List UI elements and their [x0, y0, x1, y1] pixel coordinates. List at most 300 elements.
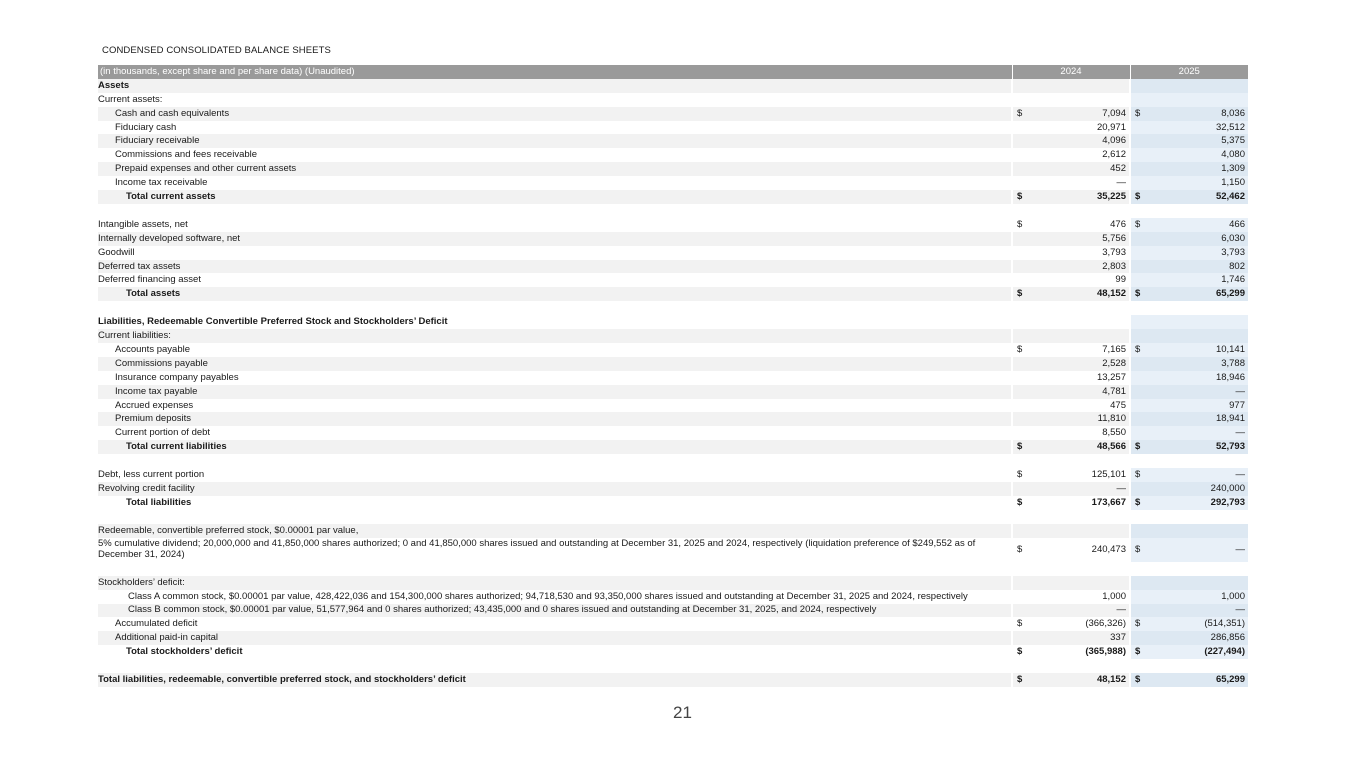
amount-value: 18,946	[1215, 371, 1245, 383]
value-cell-content	[1013, 544, 1129, 556]
amount-value: (366,326)	[1085, 618, 1126, 630]
amount-value: 8,036	[1221, 107, 1245, 119]
table-row	[98, 134, 1248, 148]
value-cell-content	[1013, 497, 1129, 509]
value-cell-2025	[1130, 218, 1248, 232]
row-label: Total current liabilities	[98, 440, 1012, 454]
currency-symbol: $	[1017, 441, 1023, 453]
amount-value: 8,550	[1102, 427, 1126, 439]
row-label: Commissions payable	[98, 357, 1012, 371]
currency-symbol: $	[1135, 469, 1141, 481]
value-cell-2025	[1130, 232, 1248, 246]
value-cell-2025	[1130, 524, 1248, 538]
table-row	[98, 176, 1248, 190]
value-cell-content	[1131, 544, 1248, 556]
value-cell-2025	[1130, 590, 1248, 604]
table-row	[98, 631, 1248, 645]
value-cell-2025	[1130, 134, 1248, 148]
amount-value: 13,257	[1096, 371, 1126, 383]
table-row	[98, 371, 1248, 385]
amount-value: 4,080	[1221, 149, 1245, 161]
table-row	[98, 482, 1248, 496]
value-cell-2025	[1130, 148, 1248, 162]
currency-symbol: $	[1017, 469, 1023, 481]
value-cell-2025	[1130, 260, 1248, 274]
value-cell-2025	[1130, 79, 1248, 93]
value-cell-content	[1131, 219, 1248, 231]
table-row	[98, 287, 1248, 301]
value-cell-content	[1013, 108, 1129, 120]
value-cell-2025	[1130, 190, 1248, 204]
value-cell-2025	[1130, 287, 1248, 301]
currency-symbol: $	[1135, 646, 1141, 658]
spacer-cell	[1130, 659, 1248, 673]
amount-value: —	[1116, 482, 1126, 494]
table-row	[98, 617, 1248, 631]
value-cell-2025	[1130, 496, 1248, 510]
value-cell-2025	[1130, 468, 1248, 482]
amount-value: 475	[1110, 399, 1126, 411]
value-cell-2025	[1130, 440, 1248, 454]
value-cell-content	[1013, 344, 1129, 356]
value-cell-2024	[1012, 412, 1130, 426]
value-cell-2024	[1012, 148, 1130, 162]
value-cell-content	[1131, 674, 1248, 686]
amount-value: 3,788	[1221, 357, 1245, 369]
table-header-row	[98, 65, 1248, 79]
row-label: Current liabilities:	[98, 329, 1012, 343]
value-cell-content	[1131, 122, 1248, 134]
row-label: Total liabilities, redeemable, convertible preferred stock, and stockholders’ deficit	[98, 673, 1012, 687]
value-cell-2025	[1130, 176, 1248, 190]
amount-value: 292,793	[1210, 496, 1245, 508]
value-cell-content	[1013, 163, 1129, 175]
value-cell-content	[1131, 591, 1248, 603]
currency-symbol: $	[1135, 674, 1141, 685]
value-cell-2024	[1012, 162, 1130, 176]
spacer-cell	[98, 510, 1012, 524]
table-row	[98, 645, 1248, 659]
value-cell-content	[1013, 122, 1129, 134]
amount-value: 1,000	[1102, 590, 1126, 602]
table-row	[98, 357, 1248, 371]
table-row	[98, 440, 1248, 454]
value-cell-2024	[1012, 134, 1130, 148]
table-row	[98, 273, 1248, 287]
currency-symbol: $	[1017, 618, 1023, 630]
value-cell-content	[1131, 483, 1248, 495]
value-cell-content	[1013, 400, 1129, 412]
amount-value: 802	[1229, 260, 1245, 272]
amount-value: (514,351)	[1204, 618, 1245, 630]
table-row	[98, 218, 1248, 232]
table-row	[98, 426, 1248, 440]
spacer-row	[98, 454, 1248, 468]
row-label: Premium deposits	[98, 412, 1012, 426]
amount-value: 173,667	[1091, 496, 1126, 508]
value-cell-content	[1013, 288, 1129, 300]
value-cell-content	[1131, 108, 1248, 120]
amount-value: —	[1235, 427, 1245, 439]
value-cell-content	[1131, 386, 1248, 398]
amount-value: 240,000	[1210, 482, 1245, 494]
value-cell-content	[1131, 247, 1248, 259]
row-label: Current assets:	[98, 93, 163, 105]
spacer-row	[98, 204, 1248, 218]
amount-value: —	[1235, 543, 1245, 555]
value-cell-2024	[1012, 645, 1130, 659]
table-row	[98, 673, 1248, 687]
value-cell-2024	[1012, 357, 1130, 371]
amount-value: 5,375	[1221, 135, 1245, 147]
value-cell-content	[1013, 261, 1129, 273]
amount-value: 52,793	[1215, 441, 1245, 453]
spacer-cell	[1012, 562, 1130, 576]
amount-value: 48,152	[1096, 288, 1126, 300]
spacer-cell	[1012, 301, 1130, 315]
amount-value: 1,000	[1221, 590, 1245, 602]
amount-value: 3,793	[1221, 246, 1245, 258]
currency-symbol: $	[1017, 674, 1023, 685]
currency-symbol: $	[1135, 190, 1141, 202]
value-cell-content	[1013, 674, 1129, 686]
value-cell-2025	[1130, 273, 1248, 287]
page-number: 21	[673, 703, 692, 722]
table-row	[98, 412, 1248, 426]
value-cell-2024	[1012, 218, 1130, 232]
value-cell-content	[1131, 646, 1248, 658]
value-cell-2024	[1012, 107, 1130, 121]
currency-symbol: $	[1017, 343, 1023, 355]
row-label: Accumulated deficit	[115, 618, 198, 630]
table-row	[98, 538, 1248, 562]
row-label: Class B common stock, $0.00001 par value, 51,577,964 and 0 shares authorized; 43,435,000 and 0 shares issued and outstanding at December 31, 2025, and 2024, respectively	[98, 604, 1012, 618]
row-label: Commissions and fees receivable	[115, 149, 258, 161]
table-row	[98, 107, 1248, 121]
row-label: Liabilities, Redeemable Convertible Preferred Stock and Stockholders’ Deficit	[98, 316, 448, 328]
row-label: Revolving credit facility	[98, 482, 1012, 496]
value-cell-content	[1131, 427, 1248, 439]
value-cell-2024	[1012, 329, 1130, 343]
row-label: Total assets	[98, 287, 1012, 301]
currency-symbol: $	[1017, 218, 1023, 230]
value-cell-content	[1013, 233, 1129, 245]
row-label: Goodwill	[98, 246, 135, 258]
value-cell-2024	[1012, 93, 1130, 107]
value-cell-2024	[1012, 440, 1130, 454]
spacer-cell	[98, 301, 1012, 315]
spacer-cell	[98, 204, 1012, 218]
spacer-cell	[98, 659, 1012, 673]
page-title: CONDENSED CONSOLIDATED BALANCE SHEETS	[102, 45, 331, 56]
table-row	[98, 246, 1248, 260]
value-cell-2024	[1012, 468, 1130, 482]
amount-value: 452	[1110, 163, 1126, 175]
value-cell-2025	[1130, 357, 1248, 371]
value-cell-2024	[1012, 496, 1130, 510]
spacer-cell	[1012, 659, 1130, 673]
table-row	[98, 399, 1248, 413]
amount-value: 476	[1110, 218, 1126, 230]
value-cell-2024	[1012, 538, 1130, 562]
amount-value: —	[1116, 177, 1126, 189]
spacer-cell	[1130, 454, 1248, 468]
amount-value: 6,030	[1221, 232, 1245, 244]
value-cell-content	[1013, 469, 1129, 481]
value-cell-2025	[1130, 121, 1248, 135]
value-cell-2024	[1012, 232, 1130, 246]
value-cell-2024	[1012, 617, 1130, 631]
value-cell-content	[1131, 358, 1248, 370]
value-cell-content	[1131, 149, 1248, 161]
value-cell-2025	[1130, 576, 1248, 590]
value-cell-content	[1131, 441, 1248, 453]
row-label: Insurance company payables	[115, 371, 239, 383]
value-cell-2025	[1130, 162, 1248, 176]
value-cell-2024	[1012, 631, 1130, 645]
value-cell-2024	[1012, 673, 1130, 687]
row-label: Intangible assets, net	[98, 218, 188, 230]
row-label: Income tax receivable	[115, 177, 208, 189]
value-cell-2025	[1130, 93, 1248, 107]
amount-value: 466	[1229, 218, 1245, 230]
value-cell-2024	[1012, 287, 1130, 301]
amount-value: 977	[1229, 399, 1245, 411]
value-cell-2024	[1012, 482, 1130, 496]
currency-symbol: $	[1017, 646, 1023, 658]
spacer-cell	[1130, 204, 1248, 218]
amount-value: 11,810	[1097, 413, 1126, 425]
spacer-cell	[1130, 510, 1248, 524]
value-cell-content	[1013, 646, 1129, 658]
amount-value: 18,941	[1215, 413, 1245, 425]
value-cell-content	[1013, 219, 1129, 231]
value-cell-2024	[1012, 524, 1130, 538]
table-row	[98, 190, 1248, 204]
balance-sheet-table	[98, 65, 1248, 687]
spacer-row	[98, 659, 1248, 673]
value-cell-2024	[1012, 385, 1130, 399]
table-row	[98, 468, 1248, 482]
value-cell-2024	[1012, 121, 1130, 135]
amount-value: 5,756	[1102, 232, 1126, 244]
spacer-cell	[1130, 301, 1248, 315]
row-label: Income tax payable	[98, 385, 1012, 399]
currency-symbol: $	[1017, 190, 1023, 202]
value-cell-content	[1131, 632, 1248, 644]
amount-value: 286,856	[1210, 632, 1245, 644]
row-label: Accounts payable	[115, 343, 190, 355]
amount-value: (227,494)	[1204, 646, 1245, 658]
value-cell-2025	[1130, 385, 1248, 399]
value-cell-2025	[1130, 645, 1248, 659]
header-year-2024: 2024	[1012, 65, 1130, 79]
value-cell-content	[1131, 344, 1248, 356]
row-label: Fiduciary cash	[115, 121, 177, 133]
row-label: Additional paid-in capital	[98, 631, 1012, 645]
table-row	[98, 604, 1248, 618]
amount-value: 337	[1110, 632, 1126, 644]
value-cell-content	[1131, 618, 1248, 630]
currency-symbol: $	[1135, 218, 1141, 230]
amount-value: 2,612	[1102, 149, 1126, 161]
amount-value: 2,528	[1102, 357, 1126, 369]
amount-value: 65,299	[1215, 288, 1245, 300]
row-label: 5% cumulative dividend; 20,000,000 and 41,850,000 shares authorized; 0 and 41,850,000 shares issued and outstanding at December 31, 2025 and 2024, respectively (liquidation preference of $249,552 as of December 31, 2024)	[98, 538, 976, 560]
table-row	[98, 385, 1248, 399]
value-cell-2025	[1130, 538, 1248, 562]
table-row	[98, 148, 1248, 162]
row-label: Class A common stock, $0.00001 par value, 428,422,036 and 154,300,000 shares authorized; 94,718,530 and 93,350,000 shares issued and outstanding at December 31, 2025 and 2024, respectively	[128, 590, 968, 602]
spacer-cell	[1012, 510, 1130, 524]
currency-symbol: $	[1135, 543, 1141, 555]
value-cell-2025	[1130, 399, 1248, 413]
spacer-row	[98, 562, 1248, 576]
value-cell-content	[1131, 135, 1248, 147]
value-cell-2024	[1012, 315, 1130, 329]
value-cell-2024	[1012, 273, 1130, 287]
value-cell-2024	[1012, 590, 1130, 604]
value-cell-content	[1013, 247, 1129, 259]
value-cell-2024	[1012, 79, 1130, 93]
spacer-cell	[1012, 454, 1130, 468]
table-row	[98, 162, 1248, 176]
row-label: Current portion of debt	[115, 427, 211, 439]
amount-value: 20,971	[1096, 121, 1126, 133]
currency-symbol: $	[1017, 107, 1023, 119]
table-row	[98, 315, 1248, 329]
value-cell-content	[1013, 274, 1129, 286]
value-cell-2024	[1012, 176, 1130, 190]
value-cell-content	[1131, 177, 1248, 189]
amount-value: —	[1235, 604, 1245, 616]
value-cell-content	[1013, 604, 1129, 616]
value-cell-content	[1131, 604, 1248, 616]
row-label: Stockholders’ deficit:	[98, 576, 1012, 590]
value-cell-2024	[1012, 371, 1130, 385]
value-cell-content	[1131, 274, 1248, 286]
value-cell-2025	[1130, 107, 1248, 121]
spacer-row	[98, 301, 1248, 315]
value-cell-2024	[1012, 426, 1130, 440]
value-cell-2025	[1130, 426, 1248, 440]
table-row	[98, 496, 1248, 510]
table-row	[98, 343, 1248, 357]
amount-value: —	[1116, 604, 1126, 616]
value-cell-2025	[1130, 673, 1248, 687]
spacer-row	[98, 510, 1248, 524]
row-label: Total liabilities	[126, 496, 192, 508]
amount-value: 52,462	[1215, 190, 1245, 202]
value-cell-2025	[1130, 617, 1248, 631]
value-cell-2025	[1130, 343, 1248, 357]
value-cell-2025	[1130, 315, 1248, 329]
currency-symbol: $	[1135, 107, 1141, 119]
row-label: Fiduciary receivable	[98, 134, 1012, 148]
amount-value: 1,746	[1221, 274, 1245, 286]
value-cell-2025	[1130, 604, 1248, 618]
spacer-cell	[1130, 562, 1248, 576]
amount-value: 4,096	[1102, 135, 1126, 147]
currency-symbol: $	[1135, 343, 1141, 355]
row-label: Internally developed software, net	[98, 232, 1012, 246]
value-cell-2024	[1012, 576, 1130, 590]
table-row	[98, 590, 1248, 604]
currency-symbol: $	[1135, 618, 1141, 630]
spacer-cell	[98, 562, 1012, 576]
value-cell-content	[1131, 191, 1248, 203]
value-cell-content	[1013, 591, 1129, 603]
header-units-label: (in thousands, except share and per share data) (Unaudited)	[98, 65, 1012, 79]
value-cell-2024	[1012, 246, 1130, 260]
value-cell-content	[1013, 191, 1129, 203]
balance-sheet-body	[98, 79, 1248, 687]
amount-value: 48,152	[1096, 674, 1126, 685]
value-cell-content	[1013, 372, 1129, 384]
amount-value: 7,094	[1102, 107, 1126, 119]
table-row	[98, 260, 1248, 274]
value-cell-2024	[1012, 343, 1130, 357]
value-cell-2025	[1130, 371, 1248, 385]
table-row	[98, 93, 1248, 107]
value-cell-2024	[1012, 399, 1130, 413]
value-cell-content	[1131, 233, 1248, 245]
amount-value: 7,165	[1102, 343, 1126, 355]
amount-value: 2,803	[1102, 260, 1126, 272]
header-year-2025: 2025	[1130, 65, 1248, 79]
value-cell-content	[1131, 497, 1248, 509]
row-label: Total current assets	[98, 190, 1012, 204]
amount-value: 65,299	[1215, 674, 1245, 685]
row-label: Debt, less current portion	[98, 469, 205, 481]
amount-value: 3,793	[1102, 246, 1126, 258]
row-label: Accrued expenses	[115, 399, 194, 411]
currency-symbol: $	[1135, 496, 1141, 508]
amount-value: —	[1235, 469, 1245, 481]
currency-symbol: $	[1017, 288, 1023, 300]
row-label: Prepaid expenses and other current assets	[98, 162, 1012, 176]
table-row	[98, 121, 1248, 135]
amount-value: 32,512	[1215, 121, 1245, 133]
amount-value: 35,225	[1096, 190, 1126, 202]
value-cell-content	[1013, 618, 1129, 630]
value-cell-content	[1131, 372, 1248, 384]
amount-value: —	[1235, 385, 1245, 397]
spacer-cell	[1012, 204, 1130, 218]
amount-value: 1,309	[1221, 163, 1245, 175]
value-cell-content	[1131, 163, 1248, 175]
amount-value: 1,150	[1221, 177, 1245, 189]
currency-symbol: $	[1135, 441, 1141, 453]
value-cell-2024	[1012, 604, 1130, 618]
value-cell-2025	[1130, 412, 1248, 426]
value-cell-content	[1013, 386, 1129, 398]
value-cell-content	[1131, 261, 1248, 273]
table-row	[98, 524, 1248, 538]
row-label: Deferred financing asset	[98, 274, 201, 286]
currency-symbol: $	[1135, 288, 1141, 300]
table-row	[98, 576, 1248, 590]
amount-value: 125,101	[1091, 469, 1126, 481]
amount-value: 10,141	[1215, 343, 1245, 355]
row-label: Redeemable, convertible preferred stock, $0.00001 par value,	[98, 524, 1012, 538]
value-cell-2024	[1012, 190, 1130, 204]
value-cell-content	[1013, 413, 1129, 425]
value-cell-content	[1131, 469, 1248, 481]
row-label: Total stockholders’ deficit	[126, 646, 243, 658]
value-cell-2025	[1130, 631, 1248, 645]
amount-value: 99	[1115, 274, 1126, 286]
